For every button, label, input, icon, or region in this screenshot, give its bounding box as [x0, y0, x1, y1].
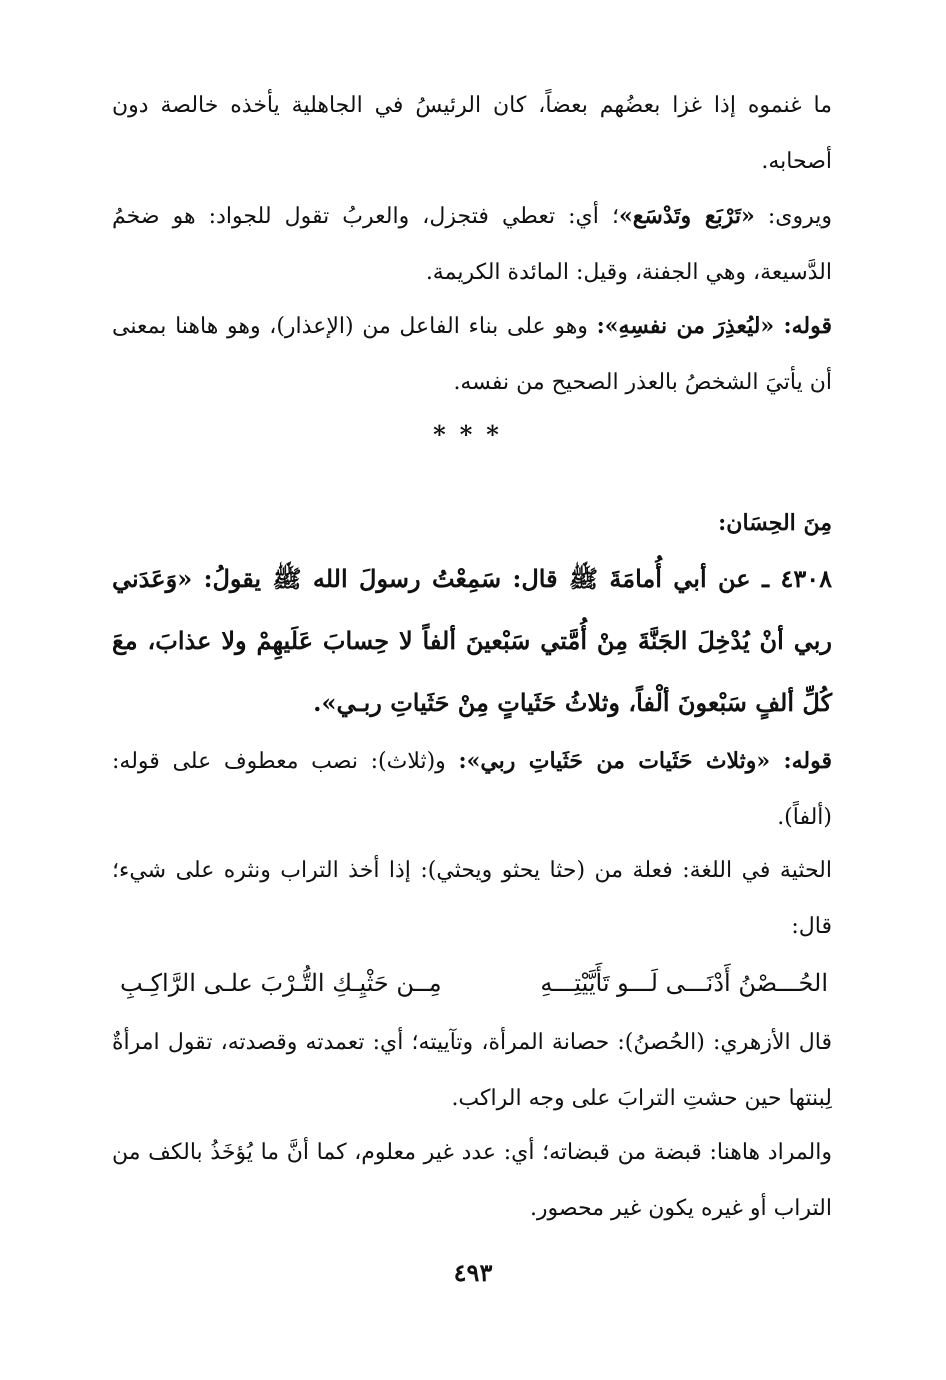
verse-second-hemistich: مِــن حَثْيِـكِ التُّـرْبَ علـى الرَّاكِـبِ — [120, 969, 442, 997]
verse-first-hemistich: الحُـــصْنُ أَدْنَـــى لَـــو تَأَيَّيْتِـــهِ — [540, 969, 828, 997]
paragraph-text: وهو على بناء الفاعل من (الإعذار)، وهو هاهنا بمعنى أن يأتيَ الشخصُ بالعذر الصحيح من نفسه. — [112, 314, 832, 395]
hadith-text: ٤٣٠٨ ـ عن أبي أُمامَةَ ﷺ قال: سَمِعْتُ رسولَ الله ﷺ يقولُ: «وَعَدَني ربي أنْ يُدْخِلَ الجَنَّةَ مِنْ أُمَّتي سَبْعينَ ألفاً لا حِسابَ عَلَيهِمْ ولا عذابَ، معَ كُلِّ ألفٍ سَبْعونَ ألْفاً، وثلاثُ حَثَياتٍ مِنْ حَثَياتِ ربـي». — [112, 564, 832, 717]
paragraph-hathya: الحثية في اللغة: فعلة من (حثا يحثو ويحثي): إذا أخذ التراب ونثره على شيء؛ قال: — [112, 858, 832, 939]
paragraph-text: و(ثلاث): نصب معطوف على قوله: (ألفاً). — [112, 749, 832, 830]
page-number: ٤٩٣ — [453, 1258, 493, 1287]
section-divider-stars: *** — [433, 420, 513, 449]
paragraph-text: ؛ أي: تعطي فتجزل، والعربُ تقول للجواد: هو ضخمُ الدَّسيعة، وهي الجفنة، وقيل: المائدة الكريمة. — [112, 204, 832, 285]
paragraph-lead: قوله: «وثلاث حَثَيات من حَثَياتِ ربي»: — [458, 748, 833, 774]
paragraph-lead: ويروى: — [754, 204, 832, 229]
section-title: مِنَ الحِسَان: — [718, 510, 832, 536]
paragraph-yudhir — [112, 298, 832, 411]
paragraph-text: ما غنموه إذا غزا بعضُهم بعضاً، كان الرئيسُ في الجاهلية يأخذه خالصة دون أصحابه. — [112, 93, 832, 174]
paragraph-murad: والمراد هاهنا: قبضة من قبضاته؛ أي: عدد غير معلوم، كما أنَّ ما يُؤخَذُ بالكف من التراب أو غيره يكون غير محصور. — [112, 1140, 832, 1221]
paragraph-tarba — [112, 188, 832, 301]
quoted-phrase: «تَرْبَع وتَدْسَع» — [618, 203, 755, 229]
paragraph-azhari: قال الأزهري: (الحُصنُ): حصانة المرأة، وتآييته؛ أي: تعمدته وقصدته، تقول امرأةٌ لِبنتها حين حشتِ الترابَ على وجه الراكب. — [112, 1030, 832, 1111]
paragraph-lead: قوله: «ليُعذِرَ من نفسِهِ»: — [596, 313, 832, 339]
paragraph-thalath — [112, 733, 832, 846]
paragraph-continuation — [112, 78, 832, 190]
